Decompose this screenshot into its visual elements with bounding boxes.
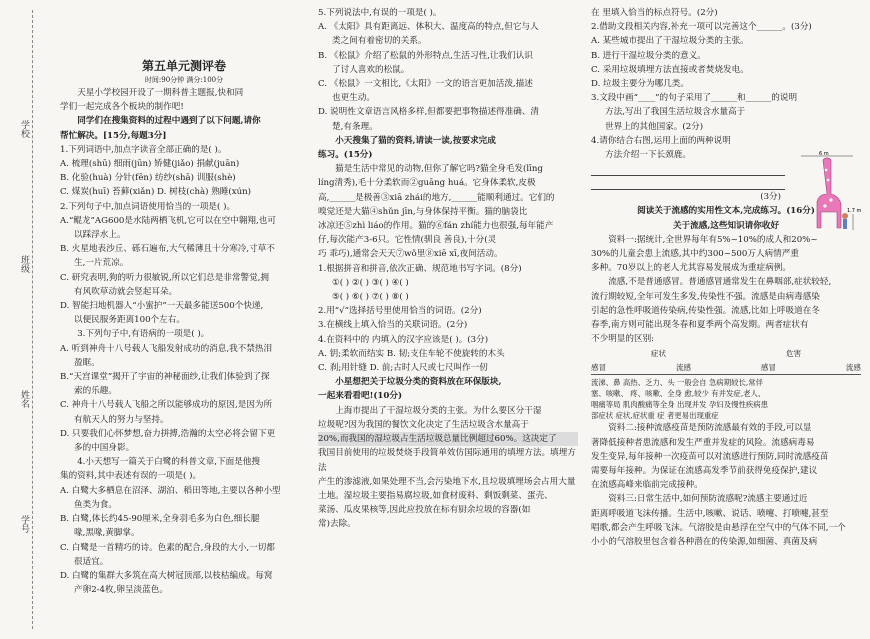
passage-question: 4.请你结合右图,运用上面的两种说明 [591,135,731,146]
question-4: 集的资料,其中表述有误的一项是( )。 [60,471,202,482]
material-line: 在流感高峰来临前完成接种。 [591,480,703,491]
passage-question: 1.根据拼音和拼音,依次正确、规范地书写字词。(8分) [318,263,522,274]
option: B. 进行干湿垃圾分类的意义。 [591,50,706,61]
passage-question: 4.在资料中的 内填入的汉字应该是( )。(3分) [318,334,489,345]
passage-question: 世界上的其他国家。(2分) [605,121,704,132]
option: B.“天宫课堂”揭开了宇宙的神秘面纱,让我们体验到了探 [60,372,270,383]
option: B. 火星地表沙丘、砾石遍布,大气稀薄且十分寒冷,寸草不 [60,244,275,255]
column-3 [591,6,861,549]
option: 产卵2-4枚,卵呈淡蓝色。 [74,585,168,596]
option: D. 垃圾主要分为哪几类。 [591,79,689,90]
option: 楚,有条理。 [332,121,378,132]
option: 很适宜。 [74,556,109,567]
passage-question: 2.借助文段相关内容,补充一项可以完善这个______。(3分) [591,22,812,33]
giraffe-height-label: 6 m [819,151,829,157]
question-5: 5.下列说法中,有误的一项是( )。 [318,8,442,18]
question-2: 2.下列句子中,加点词语使用恰当的一项是( )。 [60,201,236,212]
material-line: 流感,不是普通感冒。普通感冒通常发生在鼻咽部,症状较轻, [608,277,832,288]
cut-line [32,10,33,629]
section-heading: 小星想把关于垃圾分类的资料放在环保版块, [335,377,502,388]
passage-line: 高,______是极善③xiā zhái的地方,______能顺利通过。它们的 [318,192,555,203]
table-head: 流感 [675,363,692,373]
binding-margin [0,0,52,639]
question-3: 3.下列句子中,有语病的一项是( )。 [77,329,210,340]
material-line: 距离呼吸道飞沫传播。生活中,咳嗽、说话、喷嚏、打喷嚏,甚至 [591,508,829,519]
option: 以踩浮水上。 [74,230,126,241]
option: B. 化验(huà) 分针(fēn) 纺纱(shā) 训服(shè) [60,173,236,184]
table-row: 咽痛等局 肌肉酸痛等全身 出现并发 孕妇及慢性疾病患 [591,400,769,410]
passage-line: líng清秀),毛十分柔软而②guāng huá。它身体柔软,皮极 [318,178,536,189]
answer-line[interactable] [591,176,785,190]
exam-title: 第五单元测评卷 [141,59,226,73]
option: C. 研究表明,狗的听力很敏锐,所以它们总是非常警觉,拥 [60,272,269,283]
answer-blanks[interactable]: ⑤( ) ⑥( ) ⑦( ) ⑧( ) [332,292,409,303]
material-line: 发生变异,每年接种一次疫苗可以对流感进行预防,同时流感疫苗 [591,451,829,462]
material-line: 流行期较短,全年可发生多发,传染性不强。流感是由病毒感染 [591,291,820,302]
passage-line: 产生的渗滤液,如果处理不当,会污染地下水,且垃圾填埋场会占用大量 [318,476,576,487]
material-line: 唱歌,都会产生呼吸飞沫。气溶胶是由悬浮在空气中的气体不同,一个 [591,522,846,533]
section-heading: 阅读关于流感的实用性文本,完成练习。(16分) [637,206,815,217]
table-head: 流感 [845,363,861,373]
intro-line: 学们一起完成各个板块的制作吧! [60,102,184,113]
passage-question: 在 里填入恰当的标点符号。(2分) [591,8,718,18]
passage-subtitle: 关于流感,这些知识请你收好 [672,220,780,231]
highlighted-passage-line: 20%,而我国的湿垃圾占生活垃圾总量比例超过60%。这决定了 [318,432,578,446]
comparison-table-heads [591,362,861,375]
option: C. 《松鼠》一文相比,《太阳》一文的语言更加活泼,描述 [318,79,533,90]
table-row: 部症状 症状,症状重 症 者更易出现重症 [591,411,719,421]
giraffe-illustration [795,150,862,234]
option: A. 钥;柔软而结实 B. 韧;支住车轮不使旋转的木头 [318,348,505,359]
table-group-harm: 危害 [785,349,802,359]
option: D. 只要我们心怀梦想,奋力拼搏,浩瀚的太空必将会留下更 [60,428,276,439]
comparison-table-groups [591,348,861,360]
section-heading: 小天搜集了猫的资料,请读一读,按要求完成 [335,135,496,146]
option: A. 白鹭大多栖息在沼泽、湖泊、稻田等地,主要以各种小型 [60,485,281,496]
passage-line: 巧 乖巧),通常会天天⑦wǒ里⑧xiē xī,夜间活动。 [318,249,503,260]
material-line: 需要每年接种。为保证在流感高发季节前获得免疫保护,建议 [591,466,818,477]
option: A.“鲲龙”AG600是水陆两栖飞机,它可以在空中翱翔,也可 [60,215,276,226]
option: 鱼类为食。 [74,499,117,510]
passage-line: 垃圾呢?因为我国的餐饮文化决定了生活垃圾含水量高于 [318,419,529,430]
comparison-table [591,377,861,421]
option: 了讨人喜欢的松鼠。 [332,64,410,75]
passage-question: 3.在横线上填入恰当的关联词语。(2分) [318,320,468,331]
question-4: 4.小天想写一篇关于白鹭的科普文章,下面是他搜 [77,457,260,468]
passage-line: 仔,每次能产3-6只。它性情(驯良 善良),十分(灵 [318,235,497,246]
option: 盈眶。 [74,357,100,368]
table-row: 塞、咳嗽、 疼、咳嗽、全身 愈,较少 有并发症,老人、 [591,389,766,399]
material-line: 资料一:据统计,全世界每年有5%~10%的成人和20%~ [608,234,818,245]
passage-line: 猫是生活中常见的动物,但你了解它吗?猫全身毛发(līng [335,164,543,175]
answer-line[interactable] [591,162,785,176]
person-height-label: 1.7 m [847,208,862,214]
passage-question: 3.文段中画“____”的句子采用了______和______的说明 [591,93,798,104]
option: D. 白鹭的集群大多筑在高大树冠顶部,以枝枯编成。每窝 [60,570,273,581]
passage-question: 方法,写出了我国生活垃圾含水量高于 [605,107,746,118]
margin-label-number: 学号 [19,515,29,533]
material-line: 著降低接种者患流感和发生严重并发症的风险。流感病毒易 [591,437,815,448]
material-line: 资料二:接种流感疫苗是预防流感最有效的手段,可以显 [608,423,812,434]
section-heading: 练习。(15分) [318,150,373,161]
material-line: 30%的儿童会患上流感,其中约300~500万人病情严重 [591,249,799,260]
passage-line: 土地。湿垃圾主要指易腐垃圾,如食材废料、剩饭剩菜、蛋壳、 [318,490,553,501]
section-heading: 帮忙解决。[15分,每题3分] [60,130,167,141]
option: 也更生动。 [332,93,375,104]
column-1 [60,6,308,597]
table-group-symptoms: 症状 [650,349,667,359]
table-row: 流涕、鼻 高热、乏力、头 一般会自 急病期较长,常伴 [591,378,763,388]
option: D. 智能扫地机器人“小蜜护”一天最多能送500个快递, [60,301,264,312]
option: A. 梳理(shū) 细雨(jūn) 矫健(jiǎo) 捐献(juān) [60,159,240,170]
passage-question: 2.用“√”选择括号里使用恰当的词语。(2分) [318,306,482,317]
column-2 [318,6,578,532]
score-label: (3分) [760,192,781,203]
table-head: 感冒 [591,363,607,373]
option: 类之间有着密切的关系。 [332,36,427,47]
option: A. 听到神舟十八号载人飞船发射成功的消息,我不禁热泪 [60,343,273,354]
passage-question: 方法介绍一下长颈鹿。 [605,150,691,161]
table-head: 感冒 [760,363,777,373]
option: C. 采用垃圾填埋方法直接或者焚烧发电。 [591,64,749,75]
margin-label-name: 姓名 [19,390,29,408]
section-heading: 一起来看看吧!(10分) [318,391,403,402]
passage-line: 冰凉还⑤zhì liáo的作用。猫的⑥fán zhí能力也很强,每年能产 [318,221,554,232]
exam-meta: 时间:90分钟 满分:100分 [144,76,224,84]
option: 索的乐趣。 [74,386,117,397]
option: D. 说明性文章语言风格多样,但都要把事物描述得准确、清 [318,107,540,118]
option: A. 《太阳》具有距离远、体积大、温度高的特点,但它与人 [318,22,539,33]
option: C. 白鹭是一首精巧的诗。色素的配合,身段的大小,一切都 [60,542,275,553]
section-heading: 同学们在搜集资料的过程中遇到了以下问题,请你 [77,116,261,127]
margin-label-school: 学校 [19,120,29,138]
option: 有风吹草动就会竖起耳朵。 [74,286,178,297]
option: 多的中国身影。 [74,443,135,454]
material-line: 多种。70岁以上的老人尤其容易发展成为重症病例。 [591,263,791,274]
passage-line: 常)去除。 [318,519,356,530]
passage-line: 嗅觉还是大猫④shǔn jīn,与身体保持平衡。猫的脑袋比 [318,206,528,217]
material-line: 资料三:日常生活中,如何预防流感呢?流感主要通过近 [608,494,808,505]
option: 喙,黑喙,黄脚掌。 [74,528,140,539]
material-line: 引起的急性呼吸道传染病,传染性强。流感,比如上呼吸道在冬 [591,305,820,316]
option: 有航天人的努力与坚持。 [74,414,169,425]
material-line: 小小的气溶胶里包含着各种潜在的传染源,如细菌、真菌及病 [591,537,818,548]
material-line: 不少明显的区别: [591,334,655,345]
passage-line: 上海市提出了干湿垃圾分类的主张。为什么要区分干湿 [335,405,542,416]
option: 以便民服务距离100个左右。 [74,315,185,326]
question-1: 1.下列词语中,加点字读音全部正确的是( )。 [60,144,227,155]
option: C. 神舟十八号载人飞船之所以能够成功的原因,是因为所 [60,400,273,411]
option: 生,一片荒凉。 [74,258,129,269]
option: B. 《松鼠》介绍了松鼠的外形特点,生活习性,让我们认识 [318,50,533,61]
answer-blanks[interactable]: ①( ) ②( ) ③( ) ④( ) [332,277,409,288]
intro-line: 天星小学校园开设了一期科普主题报,快和同 [77,88,244,98]
margin-label-class: 班级 [19,255,29,273]
passage-line: 我国目前使用的垃圾焚烧手段简单效仿国际通用的填埋方法。填埋方法 [318,448,576,473]
passage-line: 菜汤、瓜皮果核等,因此应投放在标有厨余垃圾的容器(如 [318,505,531,516]
option: C. 刹;用针缝 D. 前;古时人尺或七尺叫作一仞 [318,363,488,374]
option: A. 某些城市提出了干湿垃圾分类的主张。 [591,36,749,47]
option: B. 白鹭,体长约45-90厘米,全身羽毛多为白色,细长腿 [60,514,260,525]
option: C. 煤炭(huī) 苔藓(xiǎn) D. 树枝(chà) 熟睡(xún) [60,187,252,198]
material-line: 春季,南方则可能出现冬春和夏季两个高发期。两者症状有 [591,320,809,331]
